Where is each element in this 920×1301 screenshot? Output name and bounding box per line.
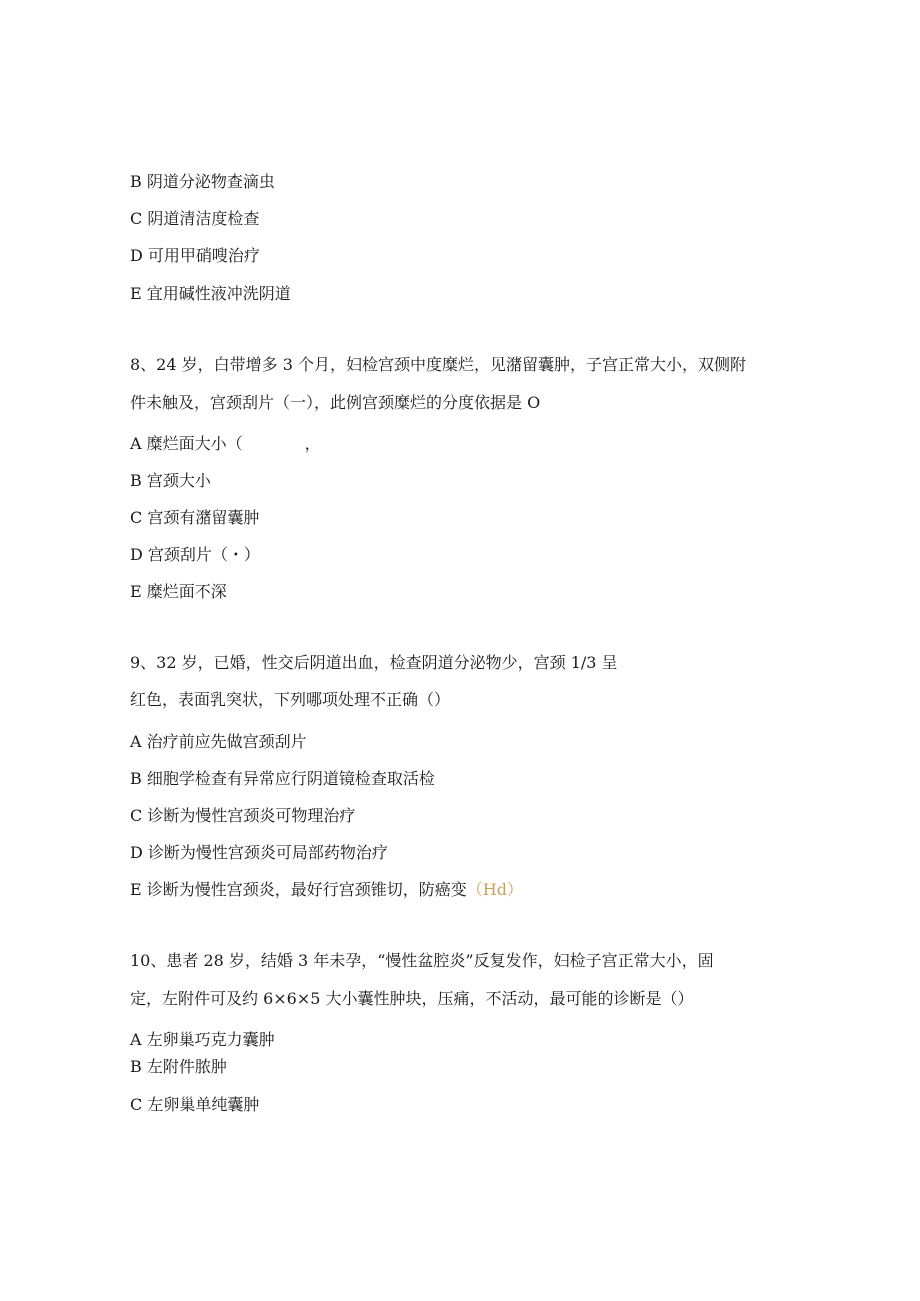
- q8-option-a-text: A 糜烂面大小（: [130, 434, 243, 453]
- q9-option-e-text: E 诊断为慢性宫颈炎，最好行宫颈锥切，防癌变: [130, 880, 467, 899]
- q9-stem-line1: 9、32 岁，已婚，性交后阴道出血，检查阴道分泌物少，宫颈 1/3 呈: [130, 653, 618, 672]
- q9-option-d: D 诊断为慢性宫颈炎可局部药物治疗: [130, 843, 388, 862]
- q8-option-a-tail: ，: [304, 434, 321, 453]
- q9-option-c: C 诊断为慢性宫颈炎可物理治疗: [130, 806, 356, 825]
- q7-option-c: C 阴道清洁度检查: [130, 209, 260, 228]
- q8-option-d: D 宫颈刮片（・）: [130, 545, 260, 564]
- q8-stem-line2: 件未触及，宫颈刮片（一），此例宫颈糜烂的分度依据是 O: [130, 393, 541, 412]
- q8-option-e: E 糜烂面不深: [130, 582, 227, 601]
- q9-option-a: A 治疗前应先做宫颈刮片: [130, 732, 307, 751]
- q8-stem-line1: 8、24 岁，白带增多 3 个月，妇检宫颈中度糜烂，见潴留囊肿，子宫正常大小，双侧附: [130, 355, 746, 374]
- q10-option-a: A 左卵巢巧克力囊肿: [130, 1030, 275, 1049]
- q10-option-b: B 左附件脓肿: [130, 1057, 227, 1076]
- q7-option-d: D 可用甲硝嗖治疗: [130, 246, 260, 265]
- q7-option-b: B 阴道分泌物查滴虫: [130, 172, 275, 191]
- q10-stem-line1: 10、患者 28 岁，结婚 3 年未孕，“慢性盆腔炎”反复发作，妇检子宫正常大小，固: [130, 951, 714, 970]
- answer-mark: （Hd）: [466, 880, 523, 899]
- q8-option-a: [130, 434, 321, 454]
- q9-option-e: [130, 880, 523, 900]
- q9-stem-line2: 红色，表面乳突状，下列哪项处理不正确（）: [130, 690, 451, 709]
- q9-option-b: B 细胞学检查有异常应行阴道镜检查取活检: [130, 769, 435, 788]
- q10-stem-line2: 定，左附件可及约 6×6×5 大小囊性肿块，压痛，不活动，最可能的诊断是（）: [130, 989, 694, 1008]
- q8-option-c: C 宫颈有潴留囊肿: [130, 508, 260, 527]
- q10-option-c: C 左卵巢单纯囊肿: [130, 1095, 260, 1114]
- q8-option-b: B 宫颈大小: [130, 471, 211, 490]
- q7-option-e: E 宜用碱性液冲洗阴道: [130, 284, 291, 303]
